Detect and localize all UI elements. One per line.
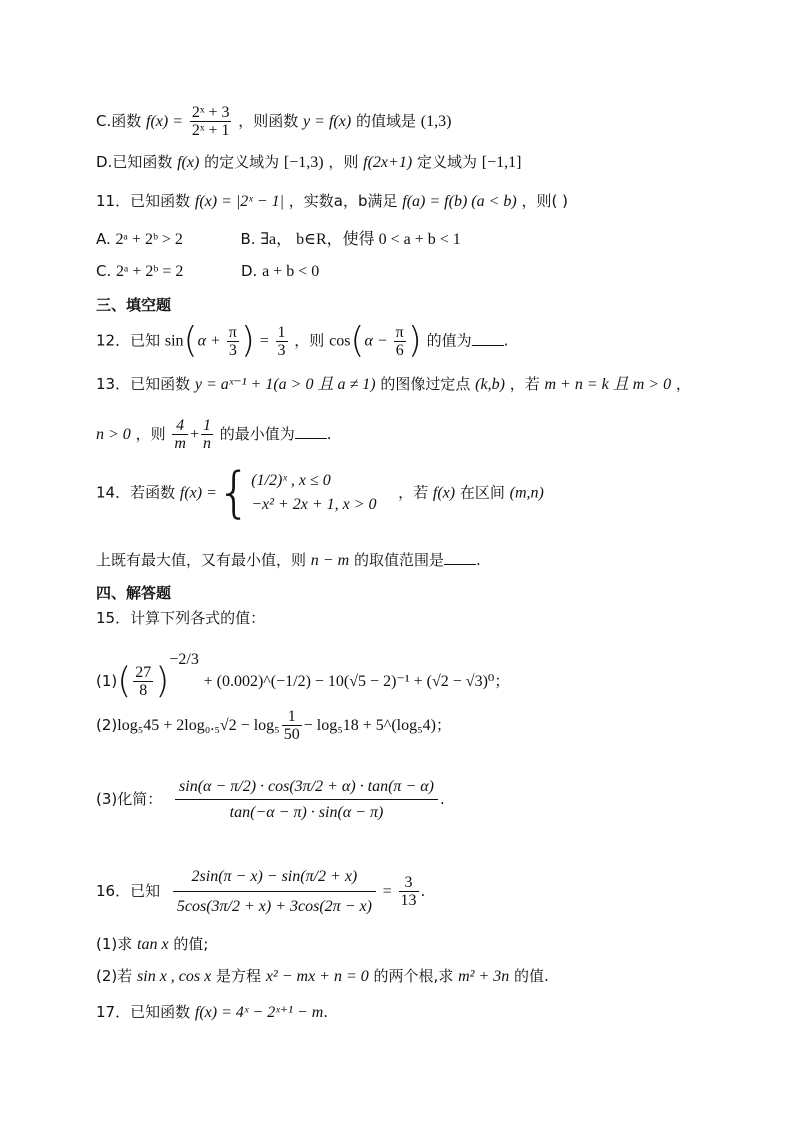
option-d-tail: 定义域为 — [416, 153, 477, 171]
q14b-tail: 的取值范围是 — [353, 551, 444, 569]
piecewise-brace: { — [216, 461, 252, 524]
q16-rhs: $\frac{3}{13}$ — [400, 874, 417, 909]
q12-arg2: α − — [364, 332, 392, 350]
question-11 — [96, 191, 568, 212]
q13-mid: 的图像过定点 — [380, 375, 471, 393]
q15-3-denominator: tan(−α − π) · sin(α − π) — [229, 804, 384, 821]
q14-pieces — [251, 469, 376, 517]
q11-options-ab — [96, 229, 461, 250]
q15-3-fraction — [175, 774, 438, 825]
q16-text: 16．已知 — [96, 882, 161, 900]
option-d-mid: 的定义域为 — [204, 153, 280, 171]
q11-text: 11．已知函数 — [96, 192, 191, 210]
question-17: 17．已知函数 f(x) = 4ˣ − 2ˣ⁺¹ − m. — [96, 1003, 329, 1021]
q12-tail: 的值为 — [426, 331, 472, 350]
q11-tail: ，则( ) — [521, 192, 568, 210]
q13b-1-over-n: $\frac{1}{n}$ — [202, 417, 211, 452]
opt-d-text: a + b < 0 — [262, 263, 320, 280]
q15-2-expr-b: − log₅18 + 5^(log₅4) — [303, 717, 436, 734]
option-d-f2: f(2x+1) — [363, 154, 413, 171]
option-d-fx: f(x) — [177, 154, 200, 171]
option-d-prefix: D.已知函数 — [96, 153, 173, 171]
q13b-then: ，则 — [135, 425, 166, 443]
question-13-cont: n > 0 ，则 $\frac{4}{m}$ + $\frac{1}{n}$ 的最小值为 . — [96, 417, 332, 452]
opt-c-label: C. — [96, 262, 112, 280]
q12-cos: cos — [329, 332, 351, 350]
q14-piece-2: −x² + 2x + 1, x > 0 — [251, 496, 377, 513]
q15-2-fraction: $\frac{1}{50}$ — [283, 708, 300, 743]
q12-arg: α + — [197, 332, 225, 350]
q11-cond: f(a) = f(b) (a < b) — [402, 193, 517, 210]
q12-sin: sin — [164, 332, 184, 350]
q15-2-label: (2) — [96, 716, 118, 734]
q15-part-1: (1)( $\frac{27}{8}$ )$^{-2/3}$ + (0.002)^(−1/2) − 10(√5 − 2)⁻¹ + (√2 − √3)⁰； — [96, 651, 510, 702]
q12-eq: = — [259, 332, 269, 350]
opt-a-text: 2ᵃ + 2ᵇ > 2 — [115, 231, 183, 248]
question-13 — [96, 374, 691, 395]
opt-a-label: A. — [96, 230, 111, 248]
q13-mid2: ，若 — [509, 375, 540, 393]
q15-1-fraction: $\frac{27}{8}$ — [135, 664, 152, 699]
q15-2-expr-a: log₅45 + 2log₀.₅√2 − log₅ — [117, 717, 280, 734]
q11-options-cd — [96, 261, 319, 282]
option-c-y: y = f(x) — [303, 113, 352, 130]
q17-func: f(x) = 4ˣ − 2ˣ⁺¹ − m — [194, 1004, 324, 1021]
option-c-fraction — [190, 104, 232, 139]
q12-pi-over-6: $\frac{\pi}{6}$ — [395, 323, 404, 359]
answer-blank — [472, 331, 504, 346]
q16-denominator: 5cos(3π/2 + x) + 3cos(2π − x) — [176, 898, 372, 915]
option-d-then: ，则 — [328, 153, 359, 171]
q15-part-3: (3)化简： $\frac{\sin(\alpha - \pi/2) \cdot \cos(3\pi/2 + \alpha) \cdot \tan(\pi - \alpha)}{\tan(-\alpha - \pi) \cdot \sin(\alpha - \pi)}$ . — [96, 774, 445, 825]
q14-text: 14．若函数 — [96, 483, 176, 502]
option-c-mid: ，则函数 — [238, 112, 299, 130]
q12-text: 12．已知 — [96, 331, 161, 350]
q17-text: 17．已知函数 — [96, 1003, 191, 1021]
section-3-heading: 三、填空题 — [96, 296, 172, 314]
q11-func: f(x) = |2ˣ − 1| — [194, 193, 284, 210]
question-16: 16．已知 $\frac{2\sin(\pi - x) - \sin(\pi/2 + x)}{5\cos(3\pi/2 + x) + 3\cos(2\pi - x)}$ = $\frac{3}{13}$ . — [96, 862, 425, 921]
q13-point: (k,b) — [475, 376, 505, 393]
opt-b-label: B. — [240, 230, 256, 248]
q15-3-label: (3)化简： — [96, 790, 163, 808]
q14-piece-1: (1/2)ˣ , x ≤ 0 — [251, 472, 331, 489]
q13b-4-over-m: $\frac{4}{m}$ — [174, 417, 186, 452]
question-12: 12．已知 sin(α + $\frac{\pi}{3}$ ) = $\frac{1}{3}$ ，则 cos(α − $\frac{\pi}{6}$ ) 的值为 . — [96, 320, 509, 361]
option-c-prefix: C.函数 — [96, 112, 142, 130]
option-d-domain: [−1,3) — [283, 154, 324, 171]
q16-2-roots: sin x , cos x — [137, 968, 212, 985]
q11-mid: ，实数a，b满足 — [288, 192, 398, 210]
q14-mid2: 在区间 — [459, 483, 505, 502]
question-14 — [96, 461, 544, 524]
question-15: 15．计算下列各式的值： — [96, 609, 266, 627]
q16-2-equation: x² − mx + n = 0 — [265, 968, 369, 985]
answer-blank — [444, 550, 476, 565]
option-c-tail: 的值域是 — [355, 112, 416, 130]
option-c-func: f(x) = — [146, 113, 184, 130]
q14-fx: f(x) = — [179, 484, 217, 502]
q14b-expr: n − m — [310, 552, 350, 569]
q15-part-2: (2)log₅45 + 2log₀.₅√2 − log₅ $\frac{1}{50}$ − log₅18 + 5^(log₅4)； — [96, 708, 452, 743]
q12-one-third: $\frac{1}{3}$ — [277, 323, 286, 359]
q13-func: y = aˣ⁻¹ + 1(a > 0 且 a ≠ 1) — [194, 376, 376, 393]
q16-part-1: (1)求 tan x 的值; — [96, 935, 209, 953]
q14b-text: 上既有最大值，又有最小值，则 — [96, 551, 307, 569]
q16-2-target: m² + 3n — [458, 968, 510, 985]
q12-pi-over-3: $\frac{\pi}{3}$ — [228, 323, 237, 359]
q12-then: ，则 — [294, 331, 325, 350]
q13b-tail: 的最小值为 — [219, 425, 295, 443]
q13-tail: ， — [675, 375, 691, 393]
option-c-line — [96, 104, 451, 139]
q14-interval: (m,n) — [509, 484, 544, 502]
q16-part-2: (2)若 sin x , cos x 是方程 x² − mx + n = 0 的两个根,求 m² + 3n 的值. — [96, 967, 549, 985]
opt-d-label: D. — [240, 262, 258, 280]
q15-3-numerator: sin(α − π/2) · cos(3π/2 + α) · tan(π − α) — [175, 774, 438, 800]
section-4-heading: 四、解答题 — [96, 584, 172, 602]
opt-b-text: ∃a， b∈R，使得 0 < a + b < 1 — [260, 231, 461, 248]
option-c-range: (1,3) — [420, 113, 452, 130]
q15-1-label: (1) — [96, 672, 118, 690]
q13-cond: m + n = k 且 m > 0 — [544, 376, 672, 393]
q14-mid: ，若 — [398, 483, 429, 502]
q13-text: 13．已知函数 — [96, 375, 191, 393]
option-d-domain2: [−1,1] — [481, 154, 522, 171]
q16-1-tan: tan x — [137, 936, 169, 953]
option-c-denominator: 2ˣ + 1 — [191, 122, 230, 139]
option-c-numerator: 2ˣ + 3 — [191, 104, 230, 121]
q13b-cond: n > 0 — [96, 426, 131, 443]
answer-blank — [295, 424, 327, 439]
option-d-line — [96, 152, 521, 173]
opt-c-text: 2ᵃ + 2ᵇ = 2 — [116, 263, 184, 280]
q15-1-exponent: −2/3 — [169, 651, 199, 668]
q14-f: f(x) — [432, 484, 456, 502]
q16-numerator: 2sin(π − x) − sin(π/2 + x) — [173, 862, 376, 892]
q16-fraction — [173, 862, 376, 921]
question-14-cont: 上既有最大值，又有最小值，则 n − m 的取值范围是 . — [96, 551, 481, 569]
q15-1-rest: + (0.002)^(−1/2) − 10(√5 − 2)⁻¹ + (√2 − √3)⁰ — [203, 673, 495, 690]
